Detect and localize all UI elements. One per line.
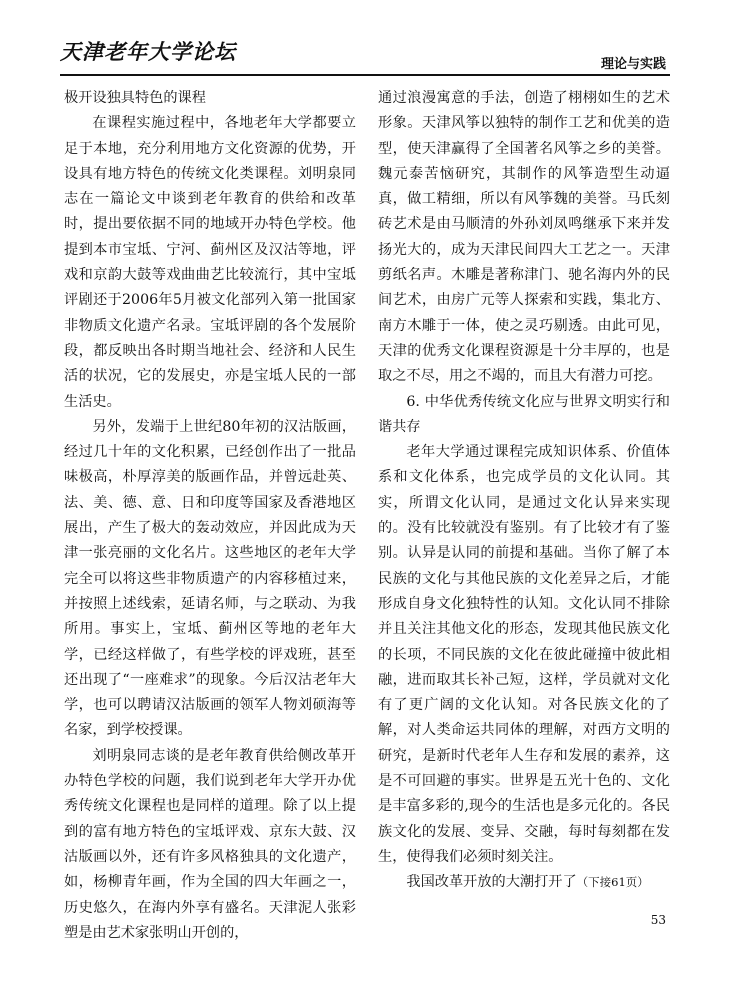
page-number: 53 [650, 913, 666, 927]
paragraph: 在课程实施过程中，各地老年大学都要立足于本地，充分利用地方文化资源的优势，开设具有地方特色的传统文化类课程。刘明泉同志在一篇论文中谈到老年教育的供给和改革时，提出要依据不同的地域开办特色学校。他提到本市宝坻、宁河、蓟州区及汉沽等地，评戏和京韵大鼓等戏曲曲艺比较流行，其中宝坻评剧还于2006年5月被文化部列入第一批国家非物质文化遗产名录。宝坻评剧的各个发展阶段，都反映出各时期当地社会、经济和人民生活的状况，它的发展史，亦是宝坻人民的一部生活史。 [64, 115, 356, 410]
paragraph [378, 870, 670, 895]
paragraph: 老年大学通过课程完成知识体系、价值体系和文化体系，也完成学员的文化认同。其实，所谓文化认同，是通过文化认异来实现的。没有比较就没有鉴别。有了比较才有了鉴别。认异是认同的前提和基础。当你了解了本民族的文化与其他民族的文化差异之后，才能形成自身文化独特性的认知。文化认同不排除并且关注其他文化的形态，发现其他民族文化的长项，不同民族的文化在彼此碰撞中彼此相融，进而取其长补己短，这样，学员就对文化有了更广阔的文化认知。对各民族文化的了解，对人类命运共同体的理解，对西方文明的研究，是新时代老年人生存和发展的素养，这是不可回避的事实。世界是五光十色的、文化是丰富多彩的,现今的生活也是多元化的。各民族文化的发展、变异、交融，每时每刻都在发生，使得我们必须时刻关注。 [378, 444, 670, 865]
journal-logo: 天津老年大学论坛 [60, 39, 236, 64]
section-heading: 6. 中华优秀传统文化应与世界文明实行和谐共存 [378, 393, 670, 435]
right-column [378, 86, 670, 896]
paragraph-text: 我国改革开放的大潮打开了 [406, 874, 577, 891]
paragraph: 极开设独具特色的课程 [64, 90, 206, 106]
paragraph: 另外，发端于上世纪80年初的汉沽版画，经过几十年的文化积累，已经创作出了一批品味极高，朴厚淳美的版画作品，并曾远赴英、法、美、德、意、日和印度等国家及香港地区展出，产生了极大的轰动效应，并因此成为天津一张亮丽的文化名片。这些地区的老年大学完全可以将这些非物质遗产的内容移植过来，并按照上述线索，延请名师，与之联动、为我所用。事实上，宝坻、蓟州区等地的老年大学，已经这样做了，有些学校的评戏班，甚至还出现了“一座难求”的现象。今后汉沽老年大学，也可以聘请汉沽版画的领军人物刘硕海等名家，到学校授课。 [64, 418, 356, 739]
continued-note: （下接61页） [576, 875, 649, 890]
paragraph: 刘明泉同志谈的是老年教育供给侧改革开办特色学校的问题，我们说到老年大学开办优秀传统文化课程也是同样的道理。除了以上提到的富有地方特色的宝坻评戏、京东大鼓、汉沽版画以外，还有许多风格独具的文化遗产，如，杨柳青年画，作为全国的四大年画之一，历史悠久，在海内外享有盛名。天津泥人张彩塑是由艺术家张明山开创的， [64, 747, 356, 941]
header-divider [60, 74, 670, 76]
paragraph: 通过浪漫寓意的手法，创造了栩栩如生的艺术形象。天津风筝以独特的制作工艺和优美的造型，使天津赢得了全国著名风筝之乡的美誉。魏元泰苦恼研究，其制作的风筝造型生动逼真，做工精细，所以有风筝魏的美誉。马氏刻砖艺术是由马顺清的外孙刘凤鸣继承下来并发扬光大的，成为天津民间四大工艺之一。天津剪纸名声。木雕是著称津门、驰名海内外的民间艺术，由房广元等人探索和实践，集北方、南方木雕于一体，使之灵巧剔透。由此可见，天津的优秀文化课程资源是十分丰厚的，也是取之不尽，用之不竭的，而且大有潜力可挖。 [378, 90, 670, 385]
section-label: 理论与实践 [600, 57, 666, 72]
left-column [64, 86, 356, 946]
